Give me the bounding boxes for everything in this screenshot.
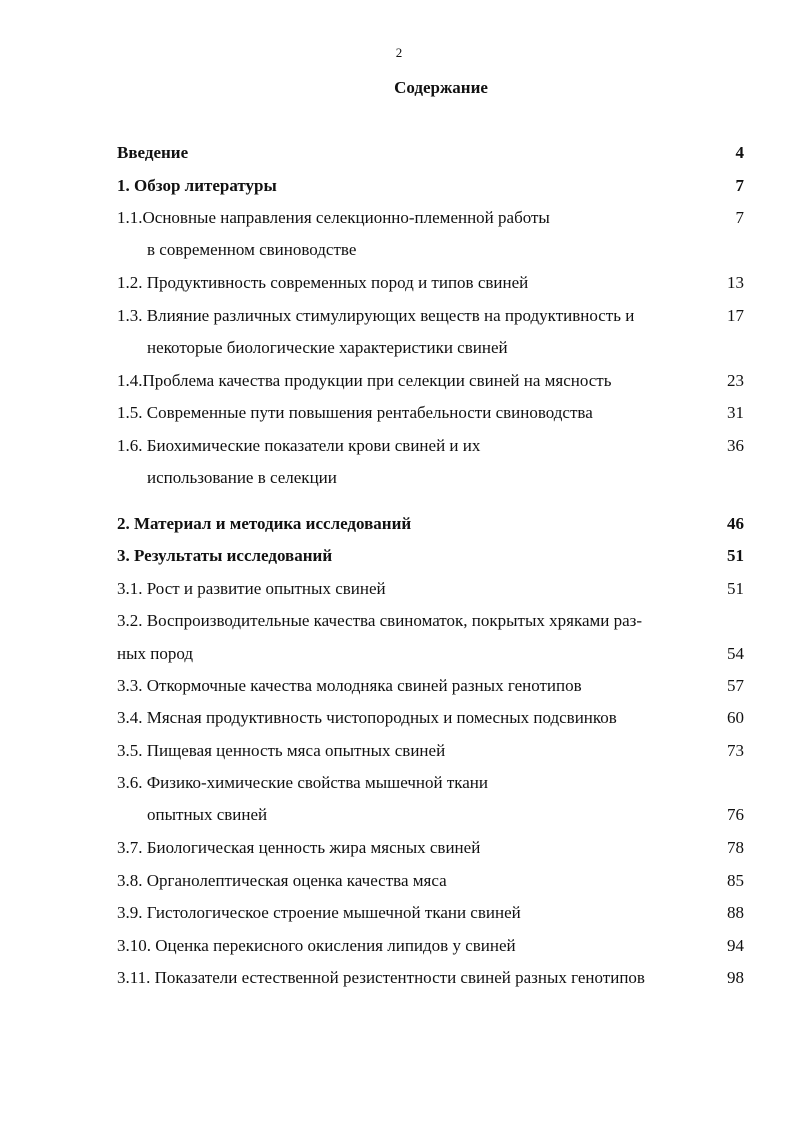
toc-entry-label: в современном свиноводстве (147, 240, 357, 259)
toc-entry (117, 804, 744, 828)
toc-entry-label: 3.4. Мясная продуктивность чистопородных и помесных подсвинков (117, 708, 617, 727)
page-title: Содержание (394, 78, 488, 97)
toc-entry-label: 3.7. Биологическая ценность жира мясных свиней (117, 838, 481, 857)
toc-entry-label: 3.2. Воспроизводительные качества свиноматок, покрытых хряками раз- (117, 611, 643, 630)
page-number: 2 (395, 45, 403, 60)
toc-entry-label: Введение (117, 143, 189, 162)
toc-entry (117, 239, 744, 263)
toc-entry (117, 402, 744, 426)
toc-entry (117, 610, 744, 634)
toc-entry (117, 337, 744, 361)
toc-entry (117, 935, 744, 959)
toc-entry-page: 94 (727, 936, 744, 955)
toc-entry-label: ных пород (117, 644, 194, 663)
toc-entry-page: 76 (727, 805, 744, 824)
toc-entry (117, 513, 744, 537)
toc-entry-page: 78 (727, 838, 744, 857)
toc-entry-label: 3.1. Рост и развитие опытных свиней (117, 579, 386, 598)
toc-entry-label: 1.2. Продуктивность современных пород и типов свиней (117, 273, 529, 292)
toc-entry-page: 73 (727, 741, 744, 760)
toc-entry-page: 51 (727, 546, 744, 565)
toc-entry-page: 98 (727, 968, 744, 987)
toc-entry-page: 7 (735, 208, 744, 227)
toc-entry (117, 175, 744, 199)
toc-entry-label: 3. Результаты исследований (117, 546, 333, 565)
toc-entry-label: некоторые биологические характеристики свиней (147, 338, 508, 357)
toc-entry-label: 3.5. Пищевая ценность мяса опытных свиней (117, 741, 446, 760)
toc-entry-page: 36 (727, 436, 744, 455)
toc-entry-label: опытных свиней (147, 805, 268, 824)
toc-entry (117, 870, 744, 894)
toc-entry-label: 3.10. Оценка перекисного окисления липидов у свиней (117, 936, 516, 955)
toc-entry-page: 31 (727, 403, 744, 422)
toc-entry (117, 578, 744, 602)
toc-entry (117, 740, 744, 764)
toc-entry-page: 23 (727, 371, 744, 390)
toc-entry (117, 207, 744, 231)
toc-entry-label: 1.1.Основные направления селекционно-племенной работы (117, 208, 550, 227)
toc-entry (117, 142, 744, 166)
toc-entry-label: использование в селекции (147, 468, 337, 487)
toc-entry-page: 17 (727, 306, 744, 325)
toc-entry (117, 467, 744, 491)
toc-entry-label: 3.8. Органолептическая оценка качества мяса (117, 871, 447, 890)
toc-entry (117, 272, 744, 296)
toc-entry-page: 54 (727, 644, 744, 663)
toc-entry-page: 13 (727, 273, 744, 292)
toc-entry-label: 1.6. Биохимические показатели крови свиней и их (117, 436, 481, 455)
toc-entry (117, 967, 744, 991)
toc-entry (117, 370, 744, 394)
toc-entry-label: 1.4.Проблема качества продукции при селекции свиней на мясность (117, 371, 612, 390)
toc-entry-page: 60 (727, 708, 744, 727)
toc-entry-label: 3.9. Гистологическое строение мышечной ткани свиней (117, 903, 521, 922)
toc-entry (117, 643, 744, 667)
toc-entry (117, 675, 744, 699)
toc-entry-page: 46 (727, 514, 744, 533)
toc-entry (117, 305, 744, 329)
toc-entry (117, 837, 744, 861)
toc-entry (117, 707, 744, 731)
toc-entry-label: 1.5. Современные пути повышения рентабельности свиноводства (117, 403, 593, 422)
toc-entry-page: 51 (727, 579, 744, 598)
toc-entry (117, 545, 744, 569)
toc-entry (117, 772, 744, 796)
toc-entry-page: 4 (735, 143, 744, 162)
toc-entry-label: 3.11. Показатели естественной резистентности свиней разных генотипов (117, 968, 645, 987)
toc-entry-page: 88 (727, 903, 744, 922)
toc-entry-label: 2. Материал и методика исследований (117, 514, 412, 533)
toc-entry-label: 1. Обзор литературы (117, 176, 277, 195)
toc-entry-label: 3.6. Физико-химические свойства мышечной ткани (117, 773, 489, 792)
toc-entry (117, 902, 744, 926)
toc-entry-label: 3.3. Откормочные качества молодняка свиней разных генотипов (117, 676, 582, 695)
toc-entry-page: 85 (727, 871, 744, 890)
toc-entry-page: 7 (735, 176, 744, 195)
toc-entry-label: 1.3. Влияние различных стимулирующих веществ на продуктивность и (117, 306, 635, 325)
toc-entry (117, 435, 744, 459)
toc-entry-page: 57 (727, 676, 744, 695)
